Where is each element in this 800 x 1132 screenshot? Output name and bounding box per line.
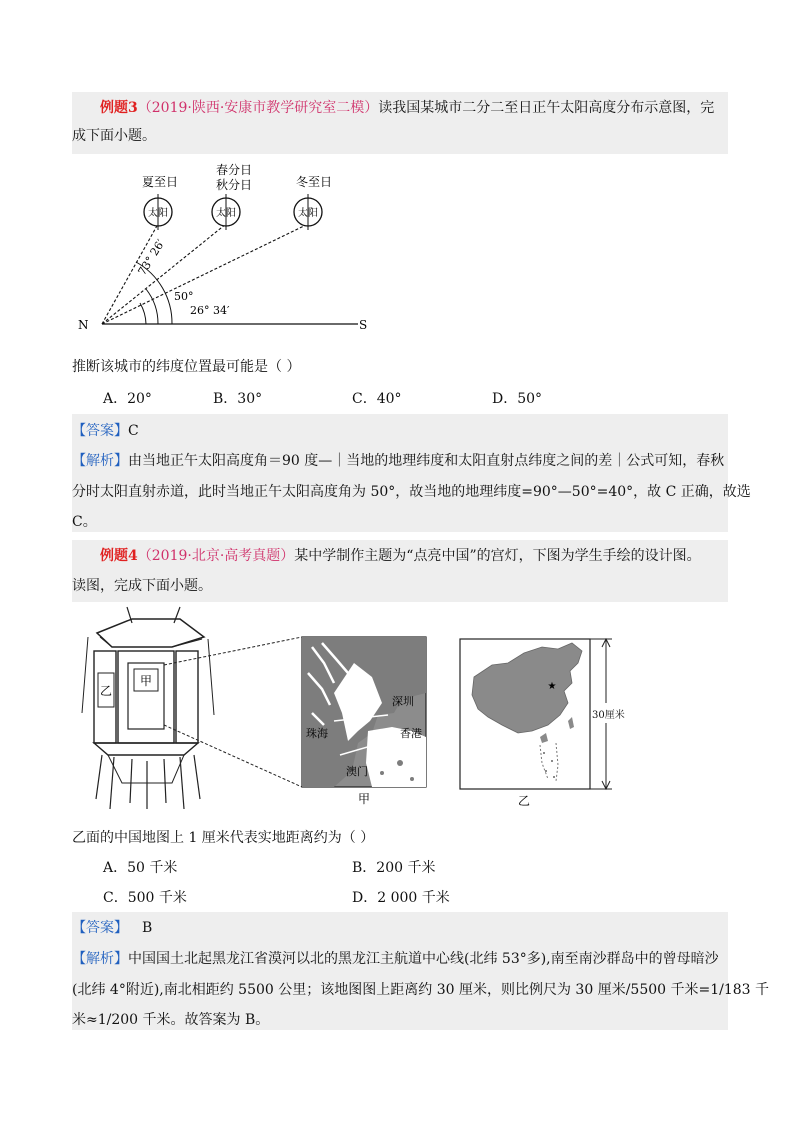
map-yi-caption: 乙 (517, 794, 531, 808)
capital-star-icon: ★ (547, 681, 557, 692)
winter-sun-text: 太阳 (298, 208, 318, 219)
answer-tag: 【答案】 (72, 920, 128, 936)
lantern-drawing (82, 607, 214, 809)
example3-label: 例题3 (100, 100, 138, 116)
autumn-equinox-label: 秋分日 (216, 178, 253, 192)
example4-option-b: B．200 千米 (352, 860, 436, 876)
angle-equinox-label: 50° (174, 290, 194, 303)
answer-tag: 【答案】 (72, 423, 128, 439)
equinox-angle-arc (146, 289, 158, 324)
example4-analysis-line1 (72, 949, 719, 969)
sun-altitude-diagram (72, 156, 370, 336)
example3-question: 推断该城市的纬度位置最可能是（ ） (72, 359, 301, 375)
example3-stem-text: 读我国某城市二分二至日正午太阳高度分布示意图，完 (378, 100, 715, 116)
china-map (460, 639, 590, 789)
lantern-diagram (72, 603, 632, 815)
lantern-yi-face-label: 乙 (99, 684, 113, 698)
angle-winter-label: 26° 34′ (190, 304, 230, 317)
example4-option-c: C．500 千米 (103, 890, 187, 906)
example3-option-c: C．40° (352, 391, 402, 407)
example3-analysis-line2: 分时太阳直射赤道，此时当地正午太阳高度角为 50°，故当地的地理纬度=90°—50°=40°，故 C 正确，故选 (72, 484, 751, 500)
summer-sun-text: 太阳 (148, 208, 168, 219)
example3-answer (72, 421, 139, 441)
summer-solstice-label: 夏至日 (142, 175, 179, 189)
answer-value: B (142, 920, 153, 936)
lantern-figure (72, 603, 632, 815)
angle-summer-label: 73° 26′ (135, 237, 168, 278)
shenzhen-label: 深圳 (392, 695, 414, 708)
winter-sun-icon (294, 194, 322, 230)
example4-option-a: A．50 千米 (103, 860, 178, 876)
summer-ray (102, 224, 158, 324)
example3-stem-line2: 成下面小题。 (72, 128, 156, 144)
equinox-sun-text: 太阳 (216, 208, 236, 219)
map-jia-caption: 甲 (357, 792, 371, 806)
example4-analysis-line2: (北纬 4°附近),南北相距约 5500 公里；该地图图上距离约 30 厘米，则比例尺为 30 厘米/5500 千米=1/183 千 (72, 982, 770, 998)
answer-value: C (128, 423, 139, 439)
example3-analysis-line3: C。 (72, 514, 97, 530)
example3-option-b: B．30° (213, 391, 263, 407)
winter-solstice-label: 冬至日 (296, 175, 333, 189)
analysis-tag: 【解析】 (72, 453, 128, 469)
example4-analysis-line3: 米≈1/200 千米。故答案为 B。 (72, 1012, 270, 1028)
hongkong-label: 香港 (400, 727, 422, 740)
example4-stem-line1 (100, 546, 701, 566)
analysis-text: 由当地正午太阳高度角＝90 度—｜当地的地理纬度和太阳直射点纬度之间的差｜公式可知，春秋 (128, 453, 725, 469)
south-label: S (359, 318, 368, 332)
spring-equinox-label: 春分日 (216, 163, 253, 177)
example4-option-d: D．2 000 千米 (352, 890, 450, 906)
example3-answer-band (72, 414, 728, 532)
example4-question: 乙面的中国地图上 1 厘米代表实地距离约为（ ） (72, 830, 375, 846)
example3-option-a: A．20° (103, 391, 152, 407)
summer-sun-icon (144, 194, 172, 230)
example4-stem-text: 某中学制作主题为“点亮中国”的宫灯，下图为学生手绘的设计图。 (294, 548, 701, 564)
example3-source: （2019·陕西·安康市教学研究室二模） (137, 100, 379, 116)
sun-altitude-figure (72, 156, 370, 336)
winter-angle-arc (140, 303, 146, 324)
projection-line-bottom (164, 725, 302, 787)
example4-label: 例题4 (100, 548, 138, 564)
lantern-jia-face-label: 甲 (139, 674, 153, 688)
north-label: N (78, 318, 89, 332)
example4-source: （2019·北京·高考真题） (137, 548, 295, 564)
equinox-sun-icon (212, 194, 240, 230)
zhuhai-label: 珠海 (306, 727, 328, 740)
macao-label: 澳门 (346, 765, 368, 778)
example3-stem-line1 (100, 98, 714, 118)
example4-stem-line2: 读图，完成下面小题。 (72, 578, 212, 594)
example4-answer (72, 918, 152, 938)
analysis-tag: 【解析】 (72, 951, 128, 967)
example3-analysis-line1 (72, 451, 724, 471)
analysis-text: 中国国土北起黑龙江省漠河以北的黑龙江主航道中心线(北纬 53°多),南至南沙群岛中的曾母暗沙 (128, 951, 719, 967)
scale-length-label: 30厘米 (592, 710, 625, 721)
example3-option-d: D．50° (492, 391, 543, 407)
